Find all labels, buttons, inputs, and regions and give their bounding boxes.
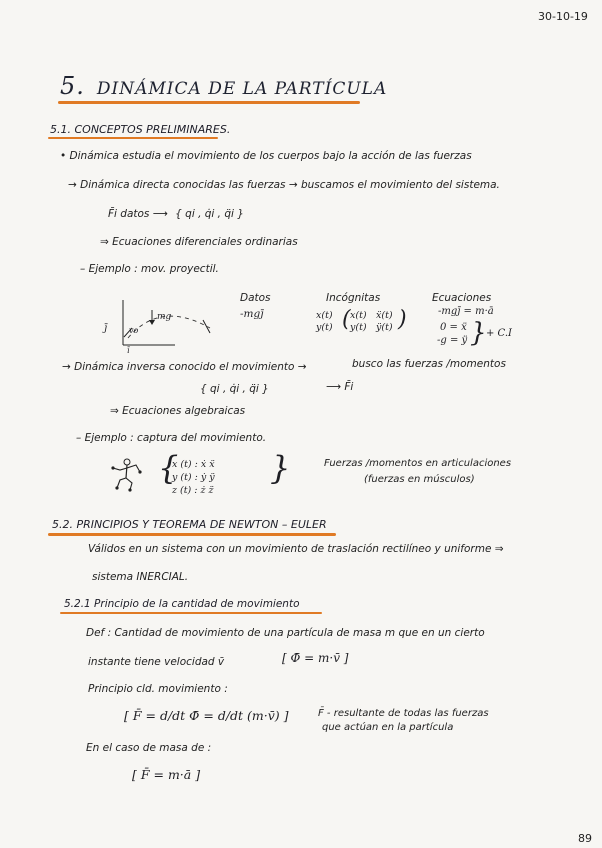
fig-label-j: j̄ — [104, 323, 108, 334]
fig-label-mg: mg — [157, 312, 172, 322]
formula-note-2: que actúan en la partícula — [322, 722, 454, 733]
momentum-definition: [ Φ̄ = m·v̄ ] — [282, 651, 349, 665]
equation-2: 0 = ẍ — [440, 322, 467, 333]
capture-note-2: (fuerzas en músculos) — [364, 474, 475, 485]
datos-value: -mgj̄ — [240, 308, 264, 320]
chapter-title-text: DINÁMICA DE LA PARTÍCULA — [96, 79, 388, 99]
text-line: – Ejemplo : captura del movimiento. — [76, 432, 267, 444]
eq-brace: } — [470, 318, 487, 348]
bracket-right: ) — [398, 307, 407, 332]
text-line: Def : Cantidad de movimiento de una partícula de masa m que en un cierto — [86, 627, 485, 639]
text-line: Principio cld. movimiento : — [88, 683, 228, 695]
section-heading-5-2: 5.2. PRINCIPIOS Y TEOREMA DE NEWTON – EULER — [52, 518, 327, 531]
direct-unknowns: { qi , q̇i , q̈i } — [175, 208, 244, 220]
page-number: 89 — [578, 832, 592, 845]
incognita-x2: x(t) — [350, 310, 367, 321]
page-date: 30-10-19 — [538, 10, 588, 23]
subsection-underline — [60, 612, 322, 614]
inverse-knowns: { qi , q̇i , q̈i } — [200, 383, 269, 395]
text-line: sistema INERCIAL. — [92, 571, 189, 583]
figure-head — [124, 459, 130, 465]
section-heading-5-1: 5.1. CONCEPTOS PRELIMINARES. — [50, 123, 231, 136]
bracket-left: ( — [342, 307, 351, 332]
fig-label-i: ī — [127, 346, 130, 355]
eq-initial-conditions: + C.I — [486, 328, 512, 339]
table-header-incognitas: Incógnitas — [326, 292, 381, 304]
equation-1: -mgj̄ = m·ā — [438, 306, 494, 317]
momentum-principle-formula: [ F̄ = d/dt Φ̄ = d/dt (m·v̄) ] — [124, 708, 289, 723]
joint-marker — [111, 466, 114, 469]
text-line: Válidos en un sistema con un movimiento de traslación rectilíneo y uniforme ⇒ — [88, 543, 504, 555]
text-line: ⇒ Ecuaciones diferenciales ordinarias — [100, 236, 298, 248]
figure-torso — [126, 465, 127, 478]
inverse-result: ⟶ F̄i — [326, 381, 354, 393]
text-line: ⇒ Ecuaciones algebraicas — [110, 405, 246, 417]
text-line: → Dinámica inversa conocido el movimiento → — [62, 361, 307, 373]
capture-note-1: Fuerzas /momentos en articulaciones — [324, 458, 512, 469]
incognita-x: x(t) — [316, 310, 333, 321]
text-line: instante tiene velocidad v̄ — [88, 656, 225, 668]
incognita-y2: y(t) — [350, 322, 367, 333]
capture-brace-left: { — [158, 449, 179, 487]
direct-data: F̄i datos ⟶ — [108, 208, 168, 220]
incognita-y: y(t) — [316, 322, 333, 333]
joint-marker — [115, 486, 118, 489]
subsection-heading-5-2-1: 5.2.1 Principio de la cantidad de movimiento — [64, 598, 300, 610]
section-underline-5-2 — [48, 533, 336, 536]
incognita-ydd: ÿ(t) — [376, 322, 393, 333]
text-line: En el caso de masa de : — [86, 742, 212, 754]
table-header-ecuaciones: Ecuaciones — [432, 292, 492, 304]
capture-brace-right: } — [270, 449, 291, 487]
capture-row-z: z (t) : ż z̈ — [172, 485, 214, 496]
text-line: → Dinámica directa conocidas las fuerzas → buscamos el movimiento del sistema. — [68, 179, 500, 191]
table-header-datos: Datos — [240, 292, 271, 304]
text-line: busco las fuerzas /momentos — [352, 358, 506, 370]
capture-row-x: x (t) : ẋ ẍ — [172, 459, 215, 470]
equation-3: -g = ÿ — [437, 335, 468, 346]
joint-marker — [128, 488, 131, 491]
incognita-xdd: ẍ(t) — [376, 310, 393, 321]
figure-legs — [117, 478, 132, 490]
text-line: – Ejemplo : mov. proyectil. — [80, 263, 219, 275]
newton-second-law: [ F̄ = m·ā ] — [132, 767, 201, 782]
fig-label-vo: vo — [129, 326, 139, 335]
formula-note-1: F̄ - resultante de todas las fuerzas — [318, 708, 489, 719]
joint-marker — [138, 470, 141, 473]
text-line: • Dinámica estudia el movimiento de los cuerpos bajo la acción de las fuerzas — [60, 150, 472, 162]
chapter-number: 5. — [60, 72, 85, 100]
capture-row-y: y (t) : ẏ ÿ — [172, 472, 215, 483]
